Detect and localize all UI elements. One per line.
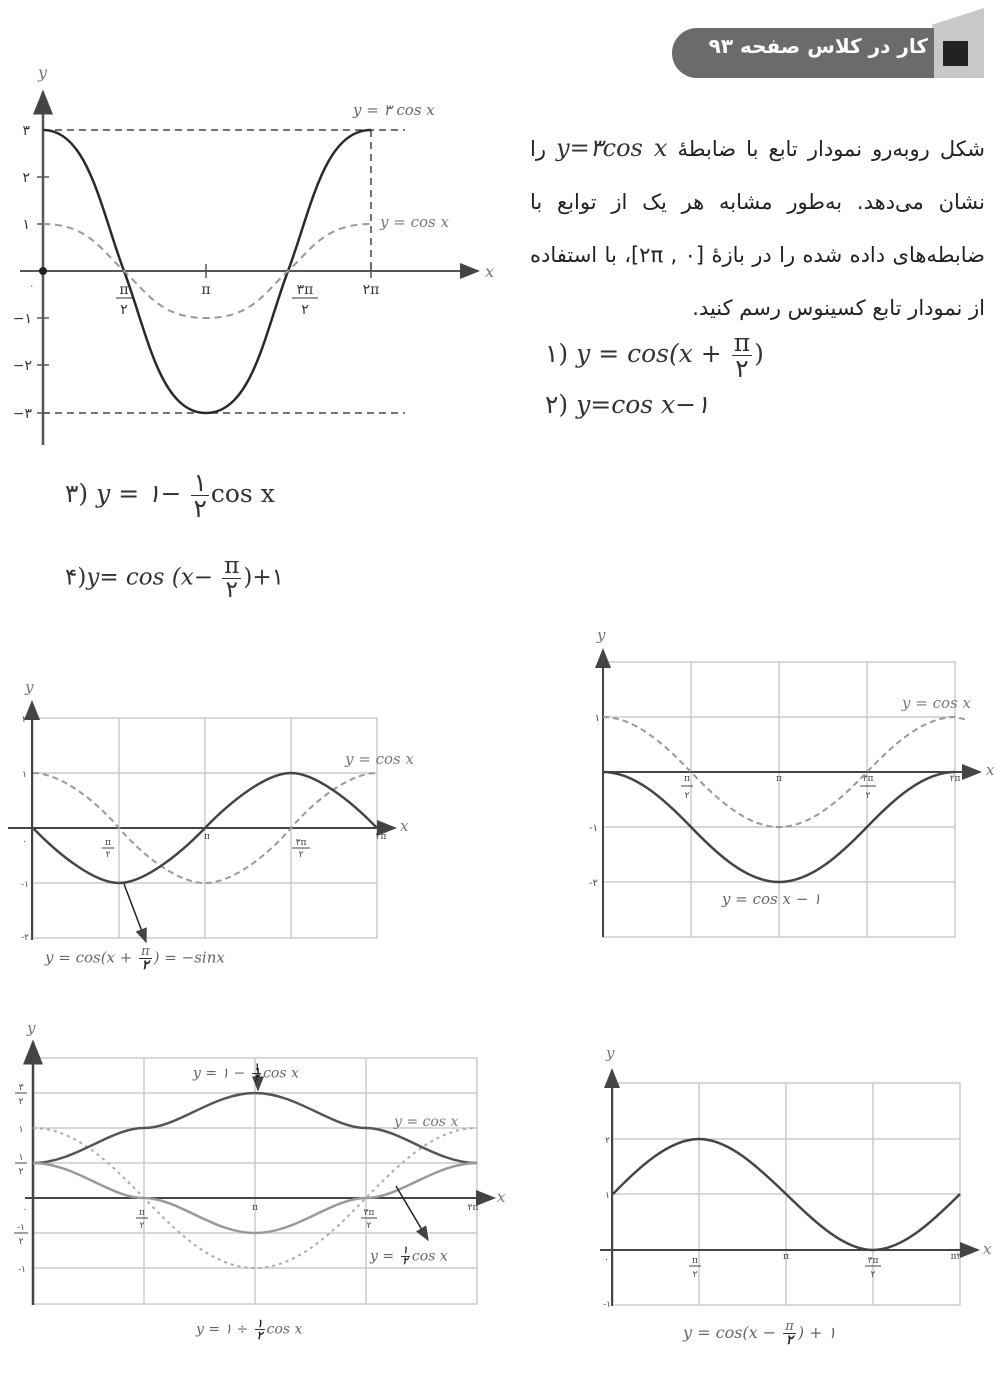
svg-text:-۱: -۱ [589, 823, 598, 834]
y-tick-label: −۲ [12, 358, 32, 374]
x-axis-label: x [986, 761, 995, 779]
label-cosx: y = cos x [394, 1114, 459, 1130]
chart-g3-half-cosx [0, 1015, 520, 1315]
svg-text:۳π: ۳π [867, 1256, 879, 1266]
svg-text:π: π [105, 838, 111, 848]
item-number: ۱) [545, 339, 569, 368]
label-3cosx: y = ۳ cos x [353, 101, 435, 119]
svg-text:۲: ۲ [22, 715, 27, 725]
caption-g3: y = ۱ ÷ $\frac{۱}{۲}$ cos x [196, 1317, 303, 1342]
svg-text:۱: ۱ [18, 1125, 24, 1135]
y-axis-label: y [25, 678, 34, 696]
label-cosx: y = cos x [902, 694, 971, 712]
square-bullet-icon [943, 41, 968, 66]
origin-dot [39, 267, 47, 275]
y-axis-label: y [597, 626, 606, 644]
chart-g4-cos-x-minus-half-pi-plus-1 [580, 1035, 1000, 1315]
section-title: کار در کلاس صفحه ۹۳ [708, 34, 928, 58]
frac-numerator: π [224, 553, 240, 579]
svg-text:-۱: -۱ [603, 1300, 611, 1310]
chart-g2-cosx-minus-1 [570, 625, 1000, 955]
svg-text:۲: ۲ [18, 1097, 24, 1107]
svg-text:۳π: ۳π [862, 774, 874, 784]
svg-text:۲: ۲ [120, 302, 128, 318]
x-axis-label: x [485, 262, 495, 281]
svg-text:π: π [204, 832, 210, 842]
svg-text:π: π [783, 1252, 789, 1262]
y-axis-label: y [27, 1019, 36, 1037]
y-tick-label: ۲ [22, 170, 30, 186]
svg-text:۲: ۲ [366, 1221, 372, 1231]
svg-text:۲π: ۲π [467, 1203, 479, 1213]
problem-formula: y=۳cos x [556, 134, 668, 162]
svg-text:۲π: ۲π [949, 774, 961, 784]
svg-text:-۱: -۱ [21, 880, 29, 890]
exercise-item-4 [65, 555, 284, 602]
svg-text:۲: ۲ [684, 791, 690, 801]
svg-text:۲: ۲ [605, 1136, 610, 1146]
svg-text:π: π [692, 1256, 698, 1266]
svg-text:۳: ۳ [18, 1083, 24, 1093]
label-cosx: y = cos x [345, 750, 414, 768]
svg-text:۰: ۰ [22, 1205, 28, 1215]
svg-text:۲: ۲ [139, 1221, 145, 1231]
svg-text:π: π [139, 1208, 145, 1218]
item-number: ۴) [65, 564, 87, 591]
label-g3-half: y = $\frac{۱}{۲}$ cos x [370, 1245, 448, 1267]
svg-text:π: π [119, 282, 129, 298]
x-axis-label: x [400, 817, 409, 835]
caption-g1: y = cos(x + $\frac{\pi}{۲}$ ) = −sinx [45, 944, 225, 973]
svg-text:۱: ۱ [605, 1191, 610, 1201]
svg-text:π: π [252, 1203, 258, 1213]
svg-text:-۱: -۱ [18, 1265, 26, 1275]
item-formula-end: )+۱ [243, 564, 285, 591]
pointer-arrow [124, 884, 146, 942]
svg-text:π۲: π۲ [950, 1252, 962, 1262]
problem-text-1: شکل روبه‌رو نمودار تابع با ضابطهٔ [677, 137, 985, 161]
label-g3-top: y = ۱ − $\frac{۱}{۲}$ cos x [193, 1062, 299, 1084]
label-cosx-minus-1: y = cos x − ۱ [722, 890, 822, 908]
svg-text:۲: ۲ [298, 850, 304, 860]
svg-text:۰: ۰ [604, 1255, 609, 1265]
svg-text:-۱: -۱ [17, 1223, 25, 1233]
chart-main-3cosx [0, 50, 500, 460]
problem-text-2: را نشان می‌دهد. به‌طور مشابه هر یک از توابع با ضابطه‌های داده شده را در بازهٔ [۲π , ۰]، با استفاده از نمودار تابع کسینوس رسم کنید. [530, 137, 985, 320]
svg-text:π: π [201, 282, 211, 298]
svg-text:۲π: ۲π [375, 832, 387, 842]
exercise-item-2 [545, 390, 710, 419]
y-tick-label: ۱ [22, 217, 30, 233]
svg-text:۱: ۱ [18, 1153, 24, 1163]
caption-g4: y = cos(x − $\frac{\pi}{۲}$ ) + ۱ [683, 1319, 837, 1348]
frac-denominator: ۲ [735, 354, 749, 383]
problem-statement [530, 122, 985, 335]
item-formula: y = cos(x + [576, 339, 730, 368]
chart-g1-cos-x-plus-half-pi [0, 675, 430, 985]
svg-text:-۲: -۲ [589, 878, 598, 889]
item-formula: y=cos x−۱ [576, 390, 710, 419]
pointer-arrow-half [396, 1186, 428, 1240]
svg-text:۳π: ۳π [363, 1208, 375, 1218]
label-cosx: y = cos x [380, 213, 449, 231]
svg-text:۲: ۲ [865, 791, 871, 801]
frac-denominator: ۲ [193, 494, 207, 523]
y-tick-label: −۳ [12, 406, 32, 422]
svg-text:۳π: ۳π [296, 282, 314, 298]
svg-text:π: π [776, 774, 782, 784]
y-axis-label: y [38, 63, 48, 82]
item-formula-end: ) [754, 339, 764, 368]
item-number: ۲) [545, 390, 569, 419]
y-tick-label: −۱ [12, 311, 32, 327]
exercise-item-3 [65, 470, 275, 521]
svg-text:۲: ۲ [18, 1167, 24, 1177]
y-tick-label: ۳ [22, 123, 30, 139]
svg-text:۳π: ۳π [295, 838, 307, 848]
section-header-badge [672, 8, 984, 80]
svg-text:۲: ۲ [18, 1237, 24, 1247]
frac-numerator: ۱ [193, 468, 207, 497]
svg-text:۲: ۲ [870, 1270, 876, 1280]
grid [33, 1058, 477, 1304]
item-formula: y= cos (x− [86, 564, 221, 591]
item-number: ۳) [65, 479, 89, 508]
x-axis-label: x [497, 1188, 506, 1206]
svg-text:π: π [684, 774, 690, 784]
origin-label: ۰ [29, 281, 35, 292]
y-axis-label: y [606, 1044, 615, 1062]
svg-text:۲: ۲ [105, 850, 111, 860]
x-axis-label: x [983, 1240, 992, 1258]
svg-text:۲: ۲ [692, 1270, 698, 1280]
svg-text:۰: ۰ [22, 837, 27, 847]
svg-text:۱: ۱ [594, 713, 600, 724]
item-formula: y = ۱− [96, 479, 190, 508]
svg-text:-۲: -۲ [21, 933, 29, 943]
frac-numerator: π [733, 328, 751, 357]
item-formula-end: cos x [210, 479, 275, 508]
svg-text:۲π: ۲π [362, 282, 380, 298]
frac-denominator: ۲ [225, 577, 239, 603]
exercise-item-1 [545, 330, 764, 381]
svg-text:۱: ۱ [22, 770, 27, 780]
svg-text:۲: ۲ [301, 302, 309, 318]
